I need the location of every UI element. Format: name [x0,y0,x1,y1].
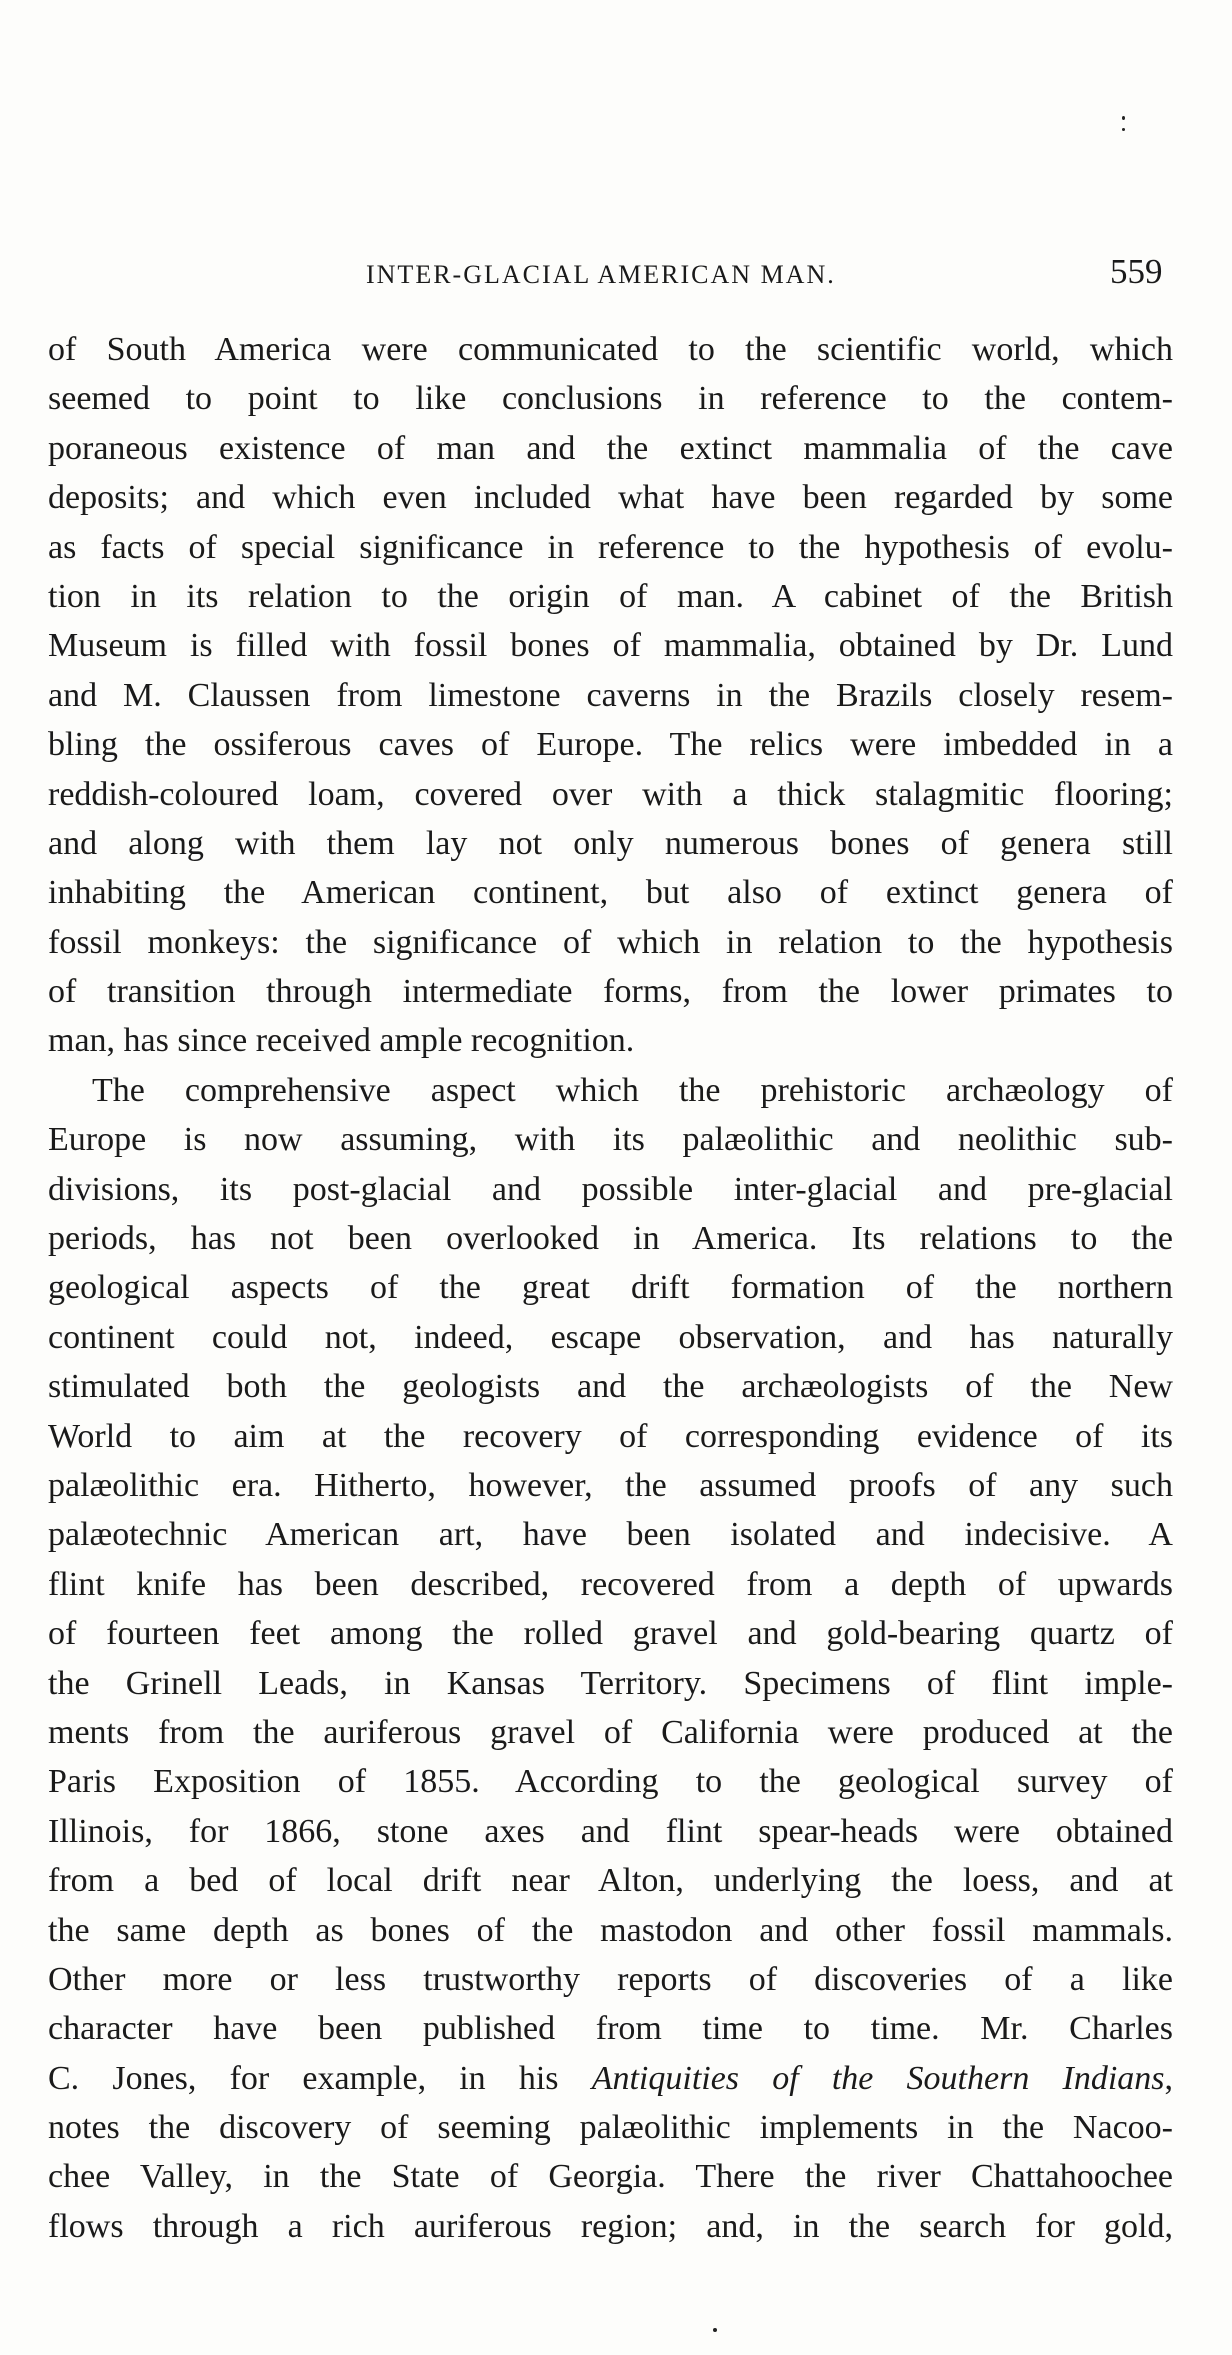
text-segment: character have been published from time to time. Mr. Charles [48,2010,1173,2048]
text-segment: divisions, its post-glacial and possible inter-glacial and pre-glacial [48,1170,1173,1208]
text-line [48,1955,1173,2004]
text-segment: World to aim at the recovery of corresponding evidence of its [48,1417,1173,1455]
text-line [48,1214,1173,1263]
body-text [48,325,1173,2251]
text-segment: man, has since received ample recognition. [48,1022,635,1060]
text-segment: Paris Exposition of 1855. According to the geological survey of [48,1763,1173,1801]
text-line [48,1461,1173,1510]
text-line [48,1510,1173,1559]
text-segment: deposits; and which even included what have been regarded by some [48,479,1173,517]
text-segment: Illinois, for 1866, stone axes and flint spear-heads were obtained [48,1812,1173,1850]
text-line [48,819,1173,868]
text-line [48,720,1173,769]
text-segment: flint knife has been described, recovered from a depth of upwards [48,1565,1173,1603]
text-line [48,1906,1173,1955]
text-segment: of transition through intermediate forms, from the lower primates to [48,973,1173,1011]
text-line [48,1066,1173,1115]
text-line [48,1362,1173,1411]
text-segment: Europe is now assuming, with its palæolithic and neolithic sub- [48,1121,1173,1159]
text-segment: ments from the auriferous gravel of California were produced at the [48,1713,1173,1751]
text-segment: and M. Claussen from limestone caverns in the Brazils closely resem- [48,676,1173,714]
text-segment: periods, has not been overlooked in America. Its relations to the [48,1220,1173,1258]
text-line [48,572,1173,621]
ink-speck-top-right-2 [1122,128,1125,131]
text-line [48,1016,1173,1065]
text-segment: palæolithic era. Hitherto, however, the assumed proofs of any such [48,1466,1173,1504]
text-segment: fossil monkeys: the significance of which in relation to the hypothesis [48,923,1173,961]
text-segment: seemed to point to like conclusions in reference to the contem- [48,380,1173,418]
text-segment: C. Jones, for example, in his [48,2059,592,2097]
text-line [48,2202,1173,2251]
text-segment: continent could not, indeed, escape observation, and has naturally [48,1318,1173,1356]
text-line [48,473,1173,522]
text-line [48,770,1173,819]
text-segment: , [1164,2059,1173,2097]
text-segment: notes the discovery of seeming palæolithic implements in the Nacoo- [48,2109,1173,2147]
page-header [0,252,1232,302]
text-line [48,1856,1173,1905]
text-segment: Museum is filled with fossil bones of mammalia, obtained by Dr. Lund [48,627,1173,665]
text-line [48,1609,1173,1658]
text-line [48,1412,1173,1461]
book-title: Antiquities of the Southern Indians [591,2059,1165,2097]
text-segment: geological aspects of the great drift formation of the northern [48,1269,1173,1307]
text-line [48,1165,1173,1214]
text-line [48,868,1173,917]
text-segment: flows through a rich auriferous region; and, in the search for gold, [48,2207,1173,2245]
running-title: INTER-GLACIAL AMERICAN MAN. [366,260,836,289]
text-line [48,671,1173,720]
text-segment: palæotechnic American art, have been isolated and indecisive. A [48,1516,1173,1554]
text-segment: the Grinell Leads, in Kansas Territory. Specimens of flint imple- [48,1664,1173,1702]
text-line [48,1313,1173,1362]
text-line [48,325,1173,374]
text-line [48,1263,1173,1312]
paragraph [48,1066,1173,2251]
text-segment: chee Valley, in the State of Georgia. There the river Chattahoochee [48,2158,1173,2196]
text-segment: of fourteen feet among the rolled gravel and gold-bearing quartz of [48,1615,1173,1653]
text-line [48,2103,1173,2152]
text-segment: as facts of special significance in reference to the hypothesis of evolu- [48,528,1173,566]
text-segment: inhabiting the American continent, but also of extinct genera of [48,874,1173,912]
text-line [48,1807,1173,1856]
text-line [48,1560,1173,1609]
text-line [48,918,1173,967]
text-line [48,1757,1173,1806]
text-line [48,2054,1173,2103]
text-line [48,374,1173,423]
text-line [48,523,1173,572]
paragraph [48,325,1173,1066]
text-segment: and along with them lay not only numerous bones of genera still [48,824,1173,862]
page-number: 559 [1110,252,1163,291]
text-line [48,2004,1173,2053]
text-segment: bling the ossiferous caves of Europe. The relics were imbedded in a [48,726,1173,764]
text-segment: reddish-coloured loam, covered over with a thick stalagmitic flooring; [48,775,1173,813]
text-line [48,424,1173,473]
text-line [48,1115,1173,1164]
ink-speck-bottom [713,2328,717,2332]
text-segment: stimulated both the geologists and the archæologists of the New [48,1368,1173,1406]
text-line [48,621,1173,670]
ink-speck-top-right [1122,116,1125,120]
text-line [48,2152,1173,2201]
text-segment: from a bed of local drift near Alton, underlying the loess, and at [48,1862,1173,1900]
text-line [48,1708,1173,1757]
text-line [48,967,1173,1016]
text-segment: of South America were communicated to the scientific world, which [48,331,1173,368]
text-segment: poraneous existence of man and the extinct mammalia of the cave [48,429,1173,467]
text-segment: tion in its relation to the origin of man. A cabinet of the British [48,577,1173,615]
text-line [48,1659,1173,1708]
text-segment: Other more or less trustworthy reports of discoveries of a like [48,1960,1173,1998]
text-segment: the same depth as bones of the mastodon and other fossil mammals. [48,1911,1173,1949]
text-segment: The comprehensive aspect which the prehistoric archæology of [92,1071,1173,1109]
